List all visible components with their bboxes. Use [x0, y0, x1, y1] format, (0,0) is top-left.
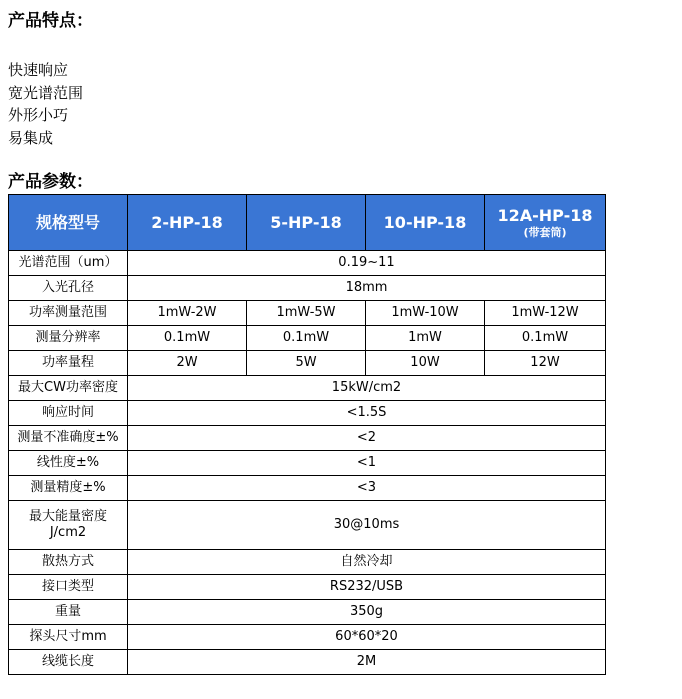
- table-row: [9, 575, 606, 600]
- specifications-table: [8, 194, 606, 675]
- row-label: 重量: [9, 600, 128, 625]
- row-value: 自然冷却: [128, 550, 606, 575]
- row-label: 探头尺寸mm: [9, 625, 128, 650]
- row-value: 10W: [366, 351, 485, 376]
- features-heading: 产品特点：: [8, 11, 93, 31]
- row-value: 0.1mW: [128, 326, 247, 351]
- table-row: [9, 401, 606, 426]
- row-value: 1mW-5W: [247, 301, 366, 326]
- features-list: [8, 59, 83, 149]
- row-label: 测量分辨率: [9, 326, 128, 351]
- row-value: 1mW-12W: [485, 301, 606, 326]
- model-name: 2-HP-18: [151, 212, 223, 232]
- model-label-header: 规格型号: [9, 195, 128, 251]
- table-row: [9, 625, 606, 650]
- row-label: 最大CW功率密度: [9, 376, 128, 401]
- row-label: 测量精度±%: [9, 476, 128, 501]
- row-value: 1mW: [366, 326, 485, 351]
- feature-item: 宽光谱范围: [8, 83, 84, 102]
- row-label: 线缆长度: [9, 650, 128, 675]
- model-note: (带套筒): [523, 225, 567, 239]
- row-value: <3: [128, 476, 606, 501]
- parameters-heading: 产品参数：: [8, 172, 93, 192]
- table-row: [9, 301, 606, 326]
- table-row: [9, 476, 606, 501]
- row-label: 散热方式: [9, 550, 128, 575]
- row-value: 350g: [128, 600, 606, 625]
- row-value: 2M: [128, 650, 606, 675]
- table-row: [9, 326, 606, 351]
- model-name: 5-HP-18: [270, 212, 342, 232]
- table-row: [9, 451, 606, 476]
- row-value: <2: [128, 426, 606, 451]
- table-row: [9, 351, 606, 376]
- row-label: 功率测量范围: [9, 301, 128, 326]
- row-value: 0.19~11: [128, 251, 606, 276]
- row-value: RS232/USB: [128, 575, 606, 600]
- table-row: [9, 376, 606, 401]
- row-label: 测量不准确度±%: [9, 426, 128, 451]
- model-name: 12A-HP-18: [497, 205, 593, 225]
- table-row: [9, 501, 606, 550]
- row-value: 1mW-2W: [128, 301, 247, 326]
- model-header: [128, 195, 247, 251]
- row-label: 接口类型: [9, 575, 128, 600]
- row-label: 线性度±%: [9, 451, 128, 476]
- row-label: 最大能量密度 J/cm2: [9, 501, 128, 550]
- model-name: 10-HP-18: [383, 212, 467, 232]
- model-header: [366, 195, 485, 251]
- table-row: [9, 426, 606, 451]
- table-row: [9, 276, 606, 301]
- row-label: 光谱范围（um）: [9, 251, 128, 276]
- model-header: [485, 195, 606, 251]
- row-value: 5W: [247, 351, 366, 376]
- row-value: 1mW-10W: [366, 301, 485, 326]
- table-row: [9, 251, 606, 276]
- feature-item: 易集成: [8, 128, 54, 147]
- model-header: [247, 195, 366, 251]
- feature-item: 外形小巧: [8, 106, 69, 125]
- row-value: 30@10ms: [128, 501, 606, 550]
- row-value: 60*60*20: [128, 625, 606, 650]
- row-value: <1: [128, 451, 606, 476]
- row-label: 响应时间: [9, 401, 128, 426]
- row-value: 15kW/cm2: [128, 376, 606, 401]
- feature-item: 快速响应: [8, 61, 69, 79]
- row-label: 功率量程: [9, 351, 128, 376]
- row-value: 0.1mW: [247, 326, 366, 351]
- row-value: 18mm: [128, 276, 606, 301]
- row-value: 2W: [128, 351, 247, 376]
- row-value: 12W: [485, 351, 606, 376]
- table-row: [9, 600, 606, 625]
- row-value: <1.5S: [128, 401, 606, 426]
- row-label: 入光孔径: [9, 276, 128, 301]
- table-row: [9, 650, 606, 675]
- row-value: 0.1mW: [485, 326, 606, 351]
- table-row: [9, 550, 606, 575]
- table-header-row: [9, 195, 606, 251]
